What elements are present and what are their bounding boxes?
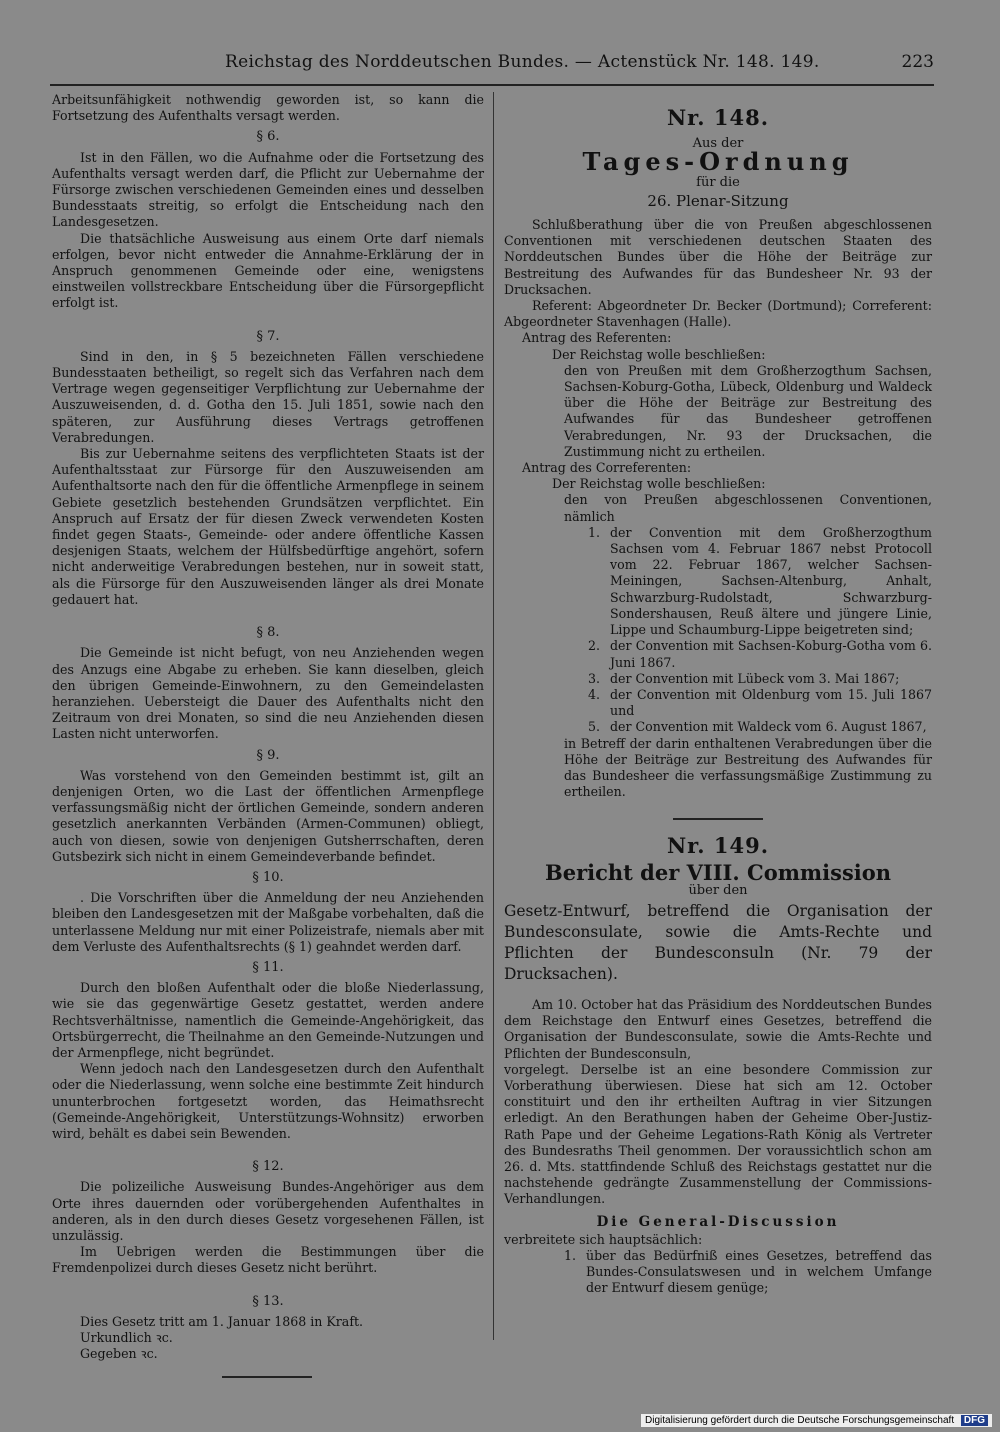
paragraph: den von Preußen mit dem Großherzogthum Sachsen, Sachsen-Koburg-Gotha, Lübeck, Oldenburg und Waldeck über die Höhe der Beiträge zur Bestreitung des Aufwandes für das Bundesheer getroffenen Verabredungen, Nr. 93 der Drucksachen, die Zustimmung nicht zu ertheilen. (564, 362, 932, 459)
page-header (50, 48, 934, 86)
section-heading: § 6. (256, 129, 280, 145)
gesetz-entwurf-title: Gesetz-Entwurf, betreffend die Organisation der Bundesconsulate, sowie die Amts-Rechte und Pflichten der Bundesconsuln (Nr. 79 der Drucksachen). (504, 901, 932, 983)
paragraph: Arbeitsunfähigkeit nothwendig geworden ist, so kann die Fortsetzung des Aufenthalts versagt werden. (52, 92, 484, 124)
paragraph: Der Reichstag wolle beschließen: (552, 346, 766, 362)
fuer-die-label: für die (696, 174, 740, 190)
item-number: 4. (588, 686, 601, 702)
paragraph: Schlußberathung über die von Preußen abgeschlossenen Conventionen mit verschiedenen deutschen Staaten des Norddeutschen Bundes über die Höhe der Beiträge zur Bestreitung des Aufwandes für das Bundesheer Nr. 93 der Drucksachen. (504, 217, 932, 297)
list-item (504, 638, 932, 670)
bericht-title: Bericht der VIII. Commission (544, 859, 892, 885)
item-number: 1. (588, 524, 601, 540)
general-discussion-heading: Die General-Discussion (596, 1213, 840, 1230)
item-number: 1. (564, 1247, 577, 1263)
section-rule (673, 818, 763, 820)
section-heading: § 7. (256, 328, 280, 344)
paragraph: Sind in den, in § 5 bezeichneten Fällen verschiedene Bundesstaaten betheiligt, so regelt sich das Verfahren nach dem Vertrage wegen gegenseitiger Verpflichtung zur Uebernahme der Auszuweisenden, d. d. Gotha den 15. Juli 1851, sowie nach den späteren, zur Ausführung dieses Vertrags getroffenen Verabredungen. (52, 348, 484, 445)
column-divider (493, 92, 494, 1340)
list-item (504, 671, 932, 687)
document-number-148: Nr. 148. (666, 105, 770, 130)
item-text: der Convention mit Sachsen-Koburg-Gotha vom 6. Juni 1867. (610, 638, 932, 670)
paragraph: Im Uebrigen werden die Bestimmungen über die Fremdenpolizei durch dieses Gesetz nicht berührt. (52, 1244, 484, 1276)
list-item (504, 687, 932, 719)
paragraph: Die thatsächliche Ausweisung aus einem Orte darf niemals erfolgen, bevor nicht entweder die Annahme-Erklärung der in Anspruch genommenen Gemeinde oder eine, wenigstens einstweilen vollstreckbare Entscheidung über die Fürsorgepflicht erfolgt ist. (52, 230, 484, 311)
page-number: 223 (901, 52, 934, 72)
item-number: 5. (588, 719, 601, 735)
paragraph: Die Gemeinde ist nicht befugt, von neu Anziehenden wegen des Anzugs eine Abgabe zu erheben. Sie kann dieselben, gleich den übrigen Gemeinde-Einwohnern, zu den Gemeindelasten heranziehen. Uebersteigt die Dauer des Aufenthalts nicht den Zeitraum von drei Monaten, so sind die neu Anziehenden diesen Lasten nicht unterworfen. (52, 645, 484, 742)
list-item (504, 525, 932, 638)
section-heading: § 13. (252, 1293, 284, 1309)
sitzung-title: 26. Plenar-Sitzung (647, 191, 789, 210)
end-rule (222, 1376, 312, 1378)
ueber-den-label: über den (688, 882, 748, 898)
paragraph: Gegeben ꝛc. (80, 1346, 158, 1362)
paragraph: den von Preußen abgeschlossenen Conventionen, nämlich (564, 492, 932, 524)
footer-credit (641, 1414, 992, 1427)
paragraph: Bis zur Uebernahme seitens des verpflichteten Staats ist der Aufenthaltsstaat zur Fürsorge für den Auszuweisenden am Aufenthaltsorte nach den für die öffentliche Armenpflege in seinem Gebiete gesetzlich bestehenden Grundsätzen verpflichtet. Ein Anspruch auf Ersatz der für diesen Zweck verwendeten Kosten findet gegen Staats-, Gemeinde- oder andere öffentliche Kassen desjenigen Staats, welchem der Hülfsbedürftige angehört, sofern nicht anderweitige Verabredungen bestehen, nur in soweit statt, als die Fürsorge für den Auszuweisenden länger als drei Monate gedauert hat. (52, 446, 485, 607)
paragraph: Antrag des Referenten: (522, 330, 672, 346)
left-column (52, 92, 484, 1396)
dfg-logo: DFG (961, 1415, 988, 1426)
aus-der-label: Aus der (692, 136, 744, 152)
paragraph: vorgelegt. Derselbe ist an eine besondere Commission zur Vorberathung überwiesen. Diese hat sich am 12. October constituirt und den ihr ertheilten Auftrag in vier Sitzungen erledigt. An den Berathungen haben der Geheime Ober-Justiz-Rath Pape und der Geheime Legations-Rath König als Vertreter des Bundesraths Theil genommen. Der voraussichtlich schon am 26. d. Mts. stattfindende Schluß des Reichstags gestattet nur die nachstehende gedrängte Zusammenstellung der Commissions-Verhandlungen. (504, 1061, 932, 1207)
list-item (504, 1248, 932, 1297)
paragraph: Durch den bloßen Aufenthalt oder die bloße Niederlassung, wie sie das gegenwärtige Gesetz gestattet, werden andere Rechtsverhältnisse, namentlich die Gemeinde-Angehörigkeit, das Ortsbürgerrecht, die Theilnahme an den Gemeinde-Nutzungen und der Armenpflege, nicht begründet. (52, 980, 484, 1060)
paragraph: in Betreff der darin enthaltenen Verabredungen über die Höhe der Beiträge zur Bestreitung des Aufwandes für das Bundesheer die verfassungsmäßige Zustimmung zu ertheilen. (564, 735, 932, 800)
paragraph: . Die Vorschriften über die Anmeldung der neu Anziehenden bleiben den Landesgesetzen mit der Maßgabe vorbehalten, daß die unterlassene Meldung nur mit einer Polizeistrafe, niemals aber mit dem Verluste des Aufenthaltsrechts (§ 1) geahndet werden darf. (52, 890, 484, 954)
paragraph: Referent: Abgeordneter Dr. Becker (Dortmund); Correferent: Abgeordneter Stavenhagen (Halle). (504, 298, 932, 330)
item-text: der Convention mit Oldenburg vom 15. Juli 1867 und (610, 686, 932, 719)
item-text: der Convention mit Waldeck vom 6. August 1867, (610, 719, 927, 735)
document-number-149: Nr. 149. (666, 833, 770, 859)
section-heading: § 12. (252, 1159, 284, 1175)
item-number: 3. (588, 670, 601, 686)
item-text: der Convention mit Lübeck vom 3. Mai 1867; (610, 670, 900, 686)
section-heading: § 8. (256, 625, 280, 641)
footer-text: Digitalisierung gefördert durch die Deutsche Forschungsgemeinschaft (645, 1415, 955, 1426)
item-text: der Convention mit dem Großherzogthum Sachsen vom 4. Februar 1867 nebst Protocoll vom 22. Februar 1867, welcher Sachsen-Meiningen, Sachsen-Altenburg, Anhalt, Schwarzburg-Rudolstadt, Schwarzburg-Sondershausen, Reuß ältere und jüngere Linie, Lippe und Schaumburg-Lippe beigetreten sind; (610, 524, 932, 638)
paragraph: Wenn jedoch nach den Landesgesetzen durch den Aufenthalt oder die Niederlassung, wenn solche eine bestimmte Zeit hindurch ununterbrochen fortgesetzt worden, das Heimathsrecht (Gemeinde-Angehörigkeit, Unterstützungs-Wohnsitz) erworben wird, behält es dabei sein Bewenden. (52, 1061, 484, 1141)
paragraph: Der Reichstag wolle beschließen: (552, 476, 766, 492)
paragraph: verbreitete sich hauptsächlich: (504, 1231, 703, 1247)
tages-ordnung-title: Tages-Ordnung (582, 147, 854, 177)
paragraph: Urkundlich ꝛc. (80, 1330, 173, 1346)
paragraph: Die polizeiliche Ausweisung Bundes-Angehöriger aus dem Orte ihres dauernden oder vorübergehenden Aufenthaltes in anderen, als in den durch dieses Gesetz vorgesehenen Fällen, ist unzulässig. (52, 1179, 484, 1243)
section-heading: § 11. (252, 959, 284, 975)
section-heading: § 9. (256, 747, 280, 763)
running-title: Reichstag des Norddeutschen Bundes. — Actenstück Nr. 148. 149. (225, 52, 820, 72)
item-number: 2. (588, 638, 601, 654)
paragraph: Dies Gesetz tritt am 1. Januar 1868 in Kraft. (80, 1313, 364, 1329)
section-heading: § 10. (252, 869, 284, 885)
paragraph: Antrag des Correferenten: (522, 460, 692, 476)
list-item (504, 719, 932, 735)
item-text: über das Bedürfniß eines Gesetzes, betreffend das Bundes-Consulatswesen und in welchem Umfange der Entwurf diesem genüge; (586, 1247, 932, 1296)
paragraph: Am 10. October hat das Präsidium des Norddeutschen Bundes dem Reichstage den Entwurf eines Gesetzes, betreffend die Organisation der Bundesconsulate, sowie die Amts-Rechte und Pflichten der Bundesconsuln, (504, 996, 932, 1061)
right-column (504, 92, 932, 1297)
paragraph: Ist in den Fällen, wo die Aufnahme oder die Fortsetzung des Aufenthalts versagt werden darf, die Pflicht zur Uebernahme der Fürsorge zwischen verschiedenen Gemeinden eines und desselben Bundesstaats streitig, so erfolgt die Entscheidung nach den Landesgesetzen. (52, 149, 484, 230)
paragraph: Was vorstehend von den Gemeinden bestimmt ist, gilt an denjenigen Orten, wo die Last der öffentlichen Armenpflege verfassungsmäßig nicht der örtlichen Gemeinde, sondern anderen gesetzlich anerkannten Verbänden (Armen-Communen) obliegt, auch von diesen, sowie von denjenigen Gutsherrschaften, deren Gutsbezirk sich nicht in einem Gemeindeverbande befindet. (52, 767, 484, 864)
